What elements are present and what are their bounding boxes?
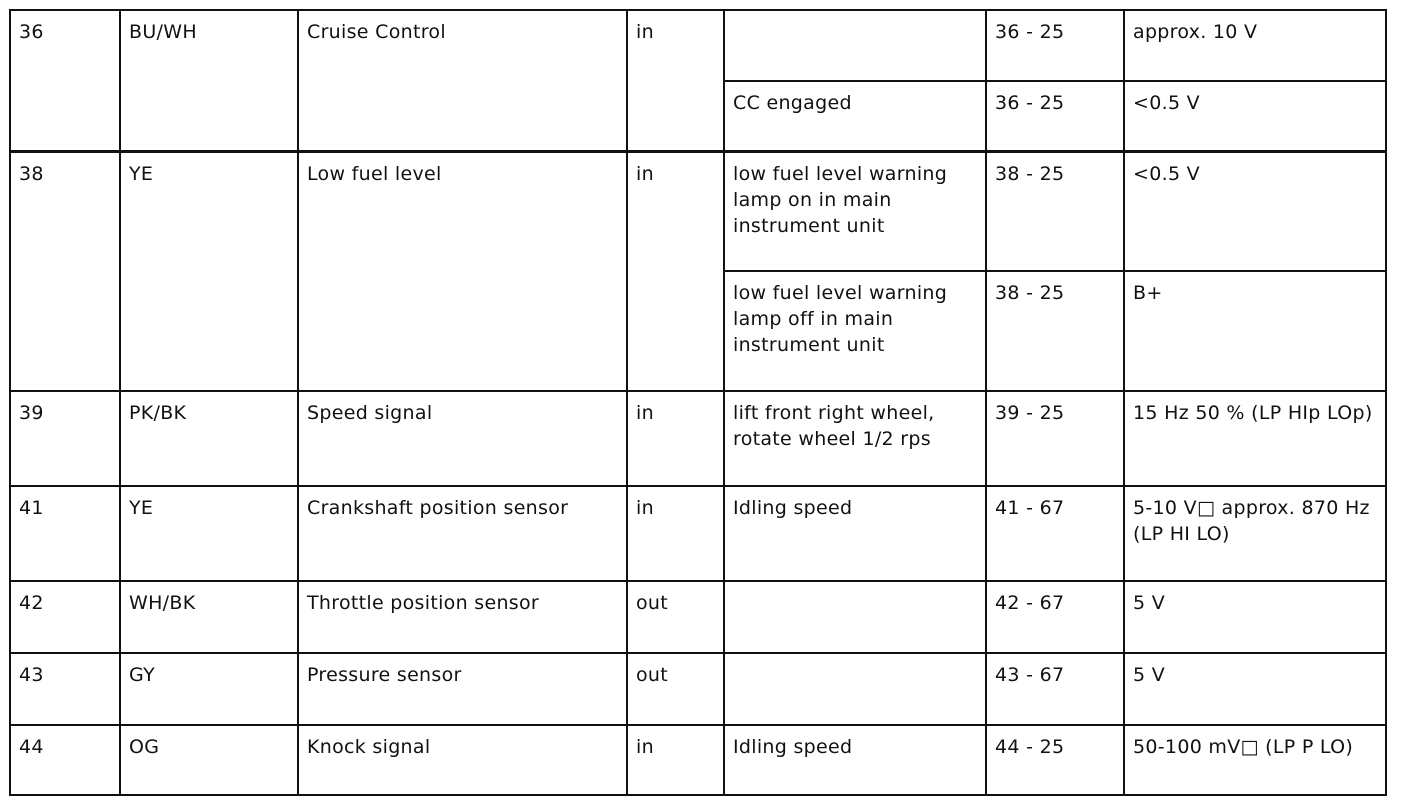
nominal-value-cell: 5 V [1124,653,1386,725]
pin-cell: 39 [10,391,120,486]
table-row [10,486,1386,581]
table-row [10,391,1386,486]
pin-cell: 42 [10,581,120,653]
nominal-value-cell: 5 V [1124,581,1386,653]
wire-color-cell: GY [120,653,298,725]
wire-color-cell: OG [120,725,298,795]
pin-cell: 41 [10,486,120,581]
description-cell: Low fuel level [298,151,627,391]
direction-cell: in [627,486,724,581]
pin-cell: 44 [10,725,120,795]
nominal-value-cell: <0.5 V [1124,81,1386,151]
condition-cell [724,581,986,653]
measure-between-cell: 43 - 67 [986,653,1124,725]
measure-between-cell: 38 - 25 [986,151,1124,271]
nominal-value-cell: 50-100 mV□ (LP P LO) [1124,725,1386,795]
description-cell: Crankshaft position sensor [298,486,627,581]
measure-between-cell: 42 - 67 [986,581,1124,653]
measure-between-cell: 36 - 25 [986,81,1124,151]
condition-cell: Idling speed [724,486,986,581]
description-cell: Knock signal [298,725,627,795]
condition-cell: CC engaged [724,81,986,151]
direction-cell: out [627,653,724,725]
condition-cell: Idling speed [724,725,986,795]
description-cell: Cruise Control [298,10,627,151]
wire-color-cell: YE [120,486,298,581]
wire-color-cell: BU/WH [120,10,298,151]
direction-cell: in [627,10,724,151]
wire-color-cell: WH/BK [120,581,298,653]
nominal-value-cell: 15 Hz 50 % (LP HIp LOp) [1124,391,1386,486]
condition-cell: low fuel level warning lamp off in main instrument unit [724,271,986,391]
condition-cell [724,10,986,81]
pin-cell: 36 [10,10,120,151]
table-row [10,725,1386,795]
direction-cell: in [627,725,724,795]
pin-cell: 43 [10,653,120,725]
condition-cell: lift front right wheel, rotate wheel 1/2 rps [724,391,986,486]
measure-between-cell: 41 - 67 [986,486,1124,581]
nominal-value-cell: 5-10 V□ approx. 870 Hz (LP HI LO) [1124,486,1386,581]
pinout-table [9,9,1387,796]
nominal-value-cell: <0.5 V [1124,151,1386,271]
measure-between-cell: 38 - 25 [986,271,1124,391]
pin-cell: 38 [10,151,120,391]
nominal-value-cell: B+ [1124,271,1386,391]
measure-between-cell: 44 - 25 [986,725,1124,795]
condition-cell [724,653,986,725]
table-row [10,151,1386,271]
direction-cell: in [627,151,724,391]
wire-color-cell: PK/BK [120,391,298,486]
wire-color-cell: YE [120,151,298,391]
direction-cell: out [627,581,724,653]
description-cell: Pressure sensor [298,653,627,725]
direction-cell: in [627,391,724,486]
measure-between-cell: 36 - 25 [986,10,1124,81]
table-row [10,10,1386,81]
measure-between-cell: 39 - 25 [986,391,1124,486]
condition-cell: low fuel level warning lamp on in main instrument unit [724,151,986,271]
description-cell: Throttle position sensor [298,581,627,653]
nominal-value-cell: approx. 10 V [1124,10,1386,81]
table-row [10,653,1386,725]
table-row [10,581,1386,653]
description-cell: Speed signal [298,391,627,486]
